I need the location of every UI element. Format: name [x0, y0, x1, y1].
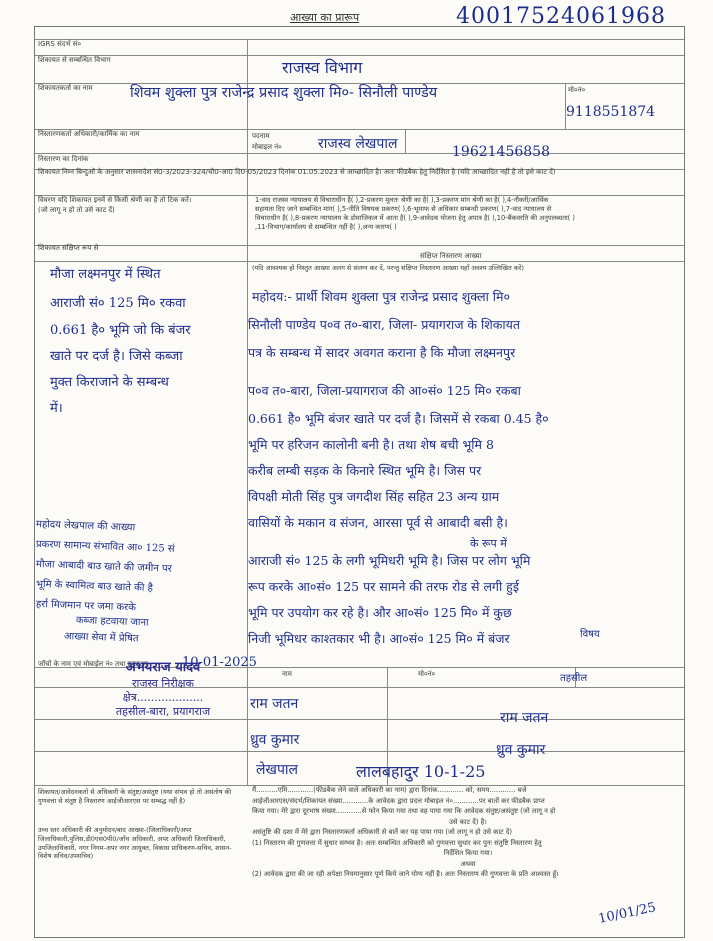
report-line: निजी भूमिधर काश्तकार भी है। आ०सं० 125 मि० में बंजर — [248, 631, 510, 646]
category-note: (जो लागू न हो तो उसे काट दें) — [38, 206, 115, 214]
name-column-header: नाम — [282, 670, 292, 678]
feedback-line: असंतुष्टि की दशा में मेरे द्वारा निस्तारणकर्ता अधिकारी से बातें कर यह पाया गया (जो लागू न हो उसे काट दें) — [252, 828, 512, 837]
signature-left: लेखपाल — [256, 762, 299, 778]
right-stamp-sub: तहसील — [560, 673, 588, 684]
row-divider — [35, 153, 684, 154]
brief-report-label: संक्षिप्त निस्तारण आख्या — [420, 252, 482, 260]
disposal-date-label: निस्तारण का दिनांक — [38, 155, 89, 163]
inspector-name-left-1: राम जतन — [250, 696, 299, 712]
row-divider — [35, 261, 684, 262]
report-line: करीब लम्बी सड़क के किनारे स्थित भूमि है। जिस पर — [248, 463, 482, 478]
report-line: महोदय:- प्रार्थी शिवम शुक्ला पुत्र राजेन्द्र प्रसाद शुक्ला मि० — [252, 289, 511, 304]
officer-mobile-value: 19621456858 — [452, 144, 550, 160]
row-divider — [35, 751, 684, 752]
post-label: पदनाम — [252, 132, 270, 140]
note-line: महोदय लेखपाल की आख्या — [35, 519, 136, 534]
stamp-name: अभयराज यादव — [125, 660, 201, 675]
row-divider — [35, 245, 684, 246]
inspect-date: 10-01-2025 — [182, 655, 257, 670]
feedback-block — [252, 785, 684, 880]
mobile-column-header: मो०नं० — [418, 670, 436, 678]
igrs-label: IGRS संदर्भ सं० — [38, 40, 81, 48]
inspector-stamp — [88, 660, 238, 720]
officer-mobile-label: मोबाइल नं० — [252, 143, 282, 151]
summary-line: खाते पर दर्ज है। जिसे कब्जा — [50, 349, 183, 364]
feedback-line: आईजीआरएस/संदर्भ/शिकायत संख्या............के आवेदक द्वारा प्रदत्त मोबाइल नं०............पर बातों कर फीडबैक प्राप्त — [252, 796, 545, 805]
feedback-label: शिकायत/आवेदनकर्ता से अधिकारी के संतुष्ट/असंतुष्ट (यथा संभव हो तो असंतोष की गुणवत्ता से संतुष्ट है निस्तारण आईजीआरएस पर सम्बद्ध नहीं है) — [38, 788, 232, 805]
report-line: वासियों के मकान व संजन, आरसा पूर्व से आबादी बसी है। — [248, 515, 508, 530]
summary-label: शिकायत संक्षिप्त रूप से — [38, 244, 99, 252]
note-line: हर्रा मिजमान पर जमा करके — [35, 599, 137, 614]
feedback-line: अथवा — [460, 859, 476, 868]
report-line: भूमि पर हरिजन कालोनी बनी है। तथा शेष बची भूमि 8 — [248, 437, 494, 452]
report-line: पत्र के सम्बन्ध में सादर अवगत कराना है कि मौजा लक्ष्मनपुर — [248, 345, 516, 360]
note-line: आख्या सेवा में प्रेषित — [63, 631, 139, 645]
stamp-title: राजस्व निरीक्षक — [131, 676, 195, 690]
feedback-line: किया गया। मेरे द्वारा दूरभाष संख्या............से फोन किया गया तथा वह पाया गया कि आवेदक संतुष्ट/असंतुष्ट (जो लागू न हो — [252, 807, 556, 816]
stamp-tehsil: तहसील-बारा, प्रयागराज — [115, 705, 211, 719]
report-line: 0.661 है० भूमि बंजर खाते पर दर्ज है। जिसमें से रकबा 0.45 है० — [248, 411, 549, 426]
report-line: आराजी सं० 125 के लगी भूमिधरी भूमि है। जिस पर लोग भूमि — [248, 553, 531, 568]
report-line: रूप करके आ०सं० 125 पर सामने की तरफ रोड से लगी हुई — [248, 579, 519, 594]
inspector-name-right-2: ध्रुव कुमार — [496, 742, 546, 758]
feedback-line: मैं..........एमि............(फीडबैक लेने वाले अधिकारी का नाम) द्वारा दिनांक............ को, समय............ बजे — [252, 786, 527, 794]
department-label: शिकायत से सम्बन्धित विभाग — [38, 56, 111, 64]
bottom-date: 10/01/25 — [597, 900, 658, 927]
complainant-label: शिकायतकर्ता का नाम — [38, 84, 93, 92]
report-line: के रूप में — [470, 537, 507, 550]
report-line: विपक्षी मोती सिंह पुत्र जगदीश सिंह सहित 23 अन्य ग्राम — [248, 489, 500, 504]
officer-label: निस्तारणकर्ता अधिकारी/कार्मिक का नाम — [38, 130, 140, 138]
category-line: सहायता दिए जाने सम्बन्धित मांग( ),5-नीति विषयक प्रकरण( ),6-भूमाफ से अधिकार सम्बन्धी प्रकरण( ),7-वाद न्यायालय से — [255, 204, 552, 213]
category-line: ,11-विभाग/कार्यालय से सम्बन्धित नहीं है( ),अन्य कारण( ) — [255, 222, 397, 231]
brief-report-note: (यदि आवश्यक हो निस्तुत आख्या अलग से संलग्न कर दें, परन्तु संक्षिप्त निस्तारण आख्या यहाँ अवश्य उल्लिखित करें) — [252, 264, 524, 272]
mobile-label: मो०नं० — [568, 86, 586, 94]
summary-line: में। — [50, 401, 63, 416]
summary-line: मौजा लक्ष्मनपुर में स्थित — [50, 267, 161, 282]
category-line: 1-वाद राजस्व न्यायालय से विचाराधीन है( ),2-प्रकरण मूलतः श्रेणी का है( ),3-प्रकरण मांग श्रेणी का है( ),4-नौकरी/आर्थिक — [255, 196, 549, 204]
row-divider — [35, 39, 684, 40]
note-line: मौजा आबादी बाउ खाते की जमीन पर — [35, 559, 172, 575]
feedback-line: उसे काट दें) है। — [449, 817, 487, 826]
right-stamp-title: विषय — [580, 629, 600, 640]
category-label: विवरण यदि शिकायत इनमें से किसी श्रेणी का है तो टिक करें। — [38, 196, 192, 204]
summary-line: मुक्त किराजाने के सम्बन्ध — [50, 375, 169, 390]
report-line: भूमि पर उपयोग कर रहे है। और आ०सं० 125 मि० में कुछ — [248, 605, 512, 620]
stamp-area: क्षेत्र................... — [122, 691, 204, 705]
notice-text: शिकायत निम्न बिन्दुओं के अनुसार शासनादेश सं0-3/2023-324/चौ0-आ0 दि0-05/2023 दिनांक 01.05.2023 से आच्छादित है। अतः फीडबैक हेतु निर्देशित है (यदि आच्छादित नहीं है तो इसे काट दें) — [38, 168, 556, 176]
report-line: प०व त०-बारा, जिला-प्रयागराज की आ०सं० 125 मि० रकबा — [248, 383, 521, 398]
form-title: आख्या का प्रारूप — [290, 11, 360, 24]
note-line: भूमि के स्वामित्व बाउ खाते की है — [35, 579, 154, 595]
feedback-line: (2) आवेदक द्वारा की जा रही अपेक्षा नियमानुसार पूर्ण किये जाने योग्य नहीं है। अतः निस्तारण की गुणवत्ता के प्रति आश्वस्त हूँ। — [252, 870, 559, 879]
note-line: प्रकरण सामान्य संभावित आ० 125 सं — [35, 539, 175, 555]
column-divider — [405, 129, 406, 153]
category-list — [255, 196, 685, 232]
inspector-name-left-2: ध्रुव कुमार — [250, 732, 300, 748]
mobile-value: 9118551874 — [566, 104, 656, 120]
post-value: राजस्व लेखपाल — [318, 136, 398, 152]
inspector-name-right-1: राम जतन — [500, 710, 549, 726]
inspect-label: जाँचों के नाम एवं मोबाईल नं० तथा हस्ताक्षर — [38, 660, 148, 668]
feedback-line: (1) निस्तारण की गुणवत्ता में सुधार सम्भव है। अतः सम्बन्धित अधिकारी को गुणवत्ता सुधार कर पुनः संतुष्टि निस्तारण हेतु — [252, 838, 542, 847]
complainant-value: शिवम शुक्ला पुत्र राजेन्द्र प्रसाद शुक्ला मि०- सिनौली पाण्डेय — [130, 85, 438, 101]
reference-number: 40017524061968 — [456, 4, 666, 29]
note-line: कब्जा हटवाया जाना — [75, 615, 149, 629]
authority-text: उच्च स्तर अधिकारी की अनुमोदन/बाद आख्या-(जिलाधिकारी/अपर जिलाधिकारी,पुलिस,डी0एस0पी0/जाँच अधिकारी, अपर अधिकारी जिलाधिकारी, उपजिलाधिकारी, नगर निगम-अपर नगर आयुक्त, विकास प्राधिकरण-सचिव, शासन-विशेष सचिव/उपसचिव) — [38, 826, 232, 861]
department-value: राजस्व विभाग — [282, 58, 363, 77]
signature-right: लालबहादुर 10-1-25 — [356, 762, 486, 781]
report-line: सिनौली पाण्डेय प०व त०-बारा, जिला- प्रयागराज के शिकायत — [248, 317, 520, 332]
summary-line: 0.661 है० भूमि जो कि बंजर — [50, 323, 191, 338]
feedback-line: निर्देशित किया गया। — [443, 849, 493, 858]
category-line: विचाराधीन है( ),8-प्रकरण न्यायालय के डोमाजिकल में आता है( ),9-आवेदक योजना हेतु अपात्र है( ),10-बैंकवरति की अनुपलब्धता( ) — [255, 213, 575, 222]
summary-line: आराजी सं० 125 मि० रकवा — [50, 296, 186, 311]
